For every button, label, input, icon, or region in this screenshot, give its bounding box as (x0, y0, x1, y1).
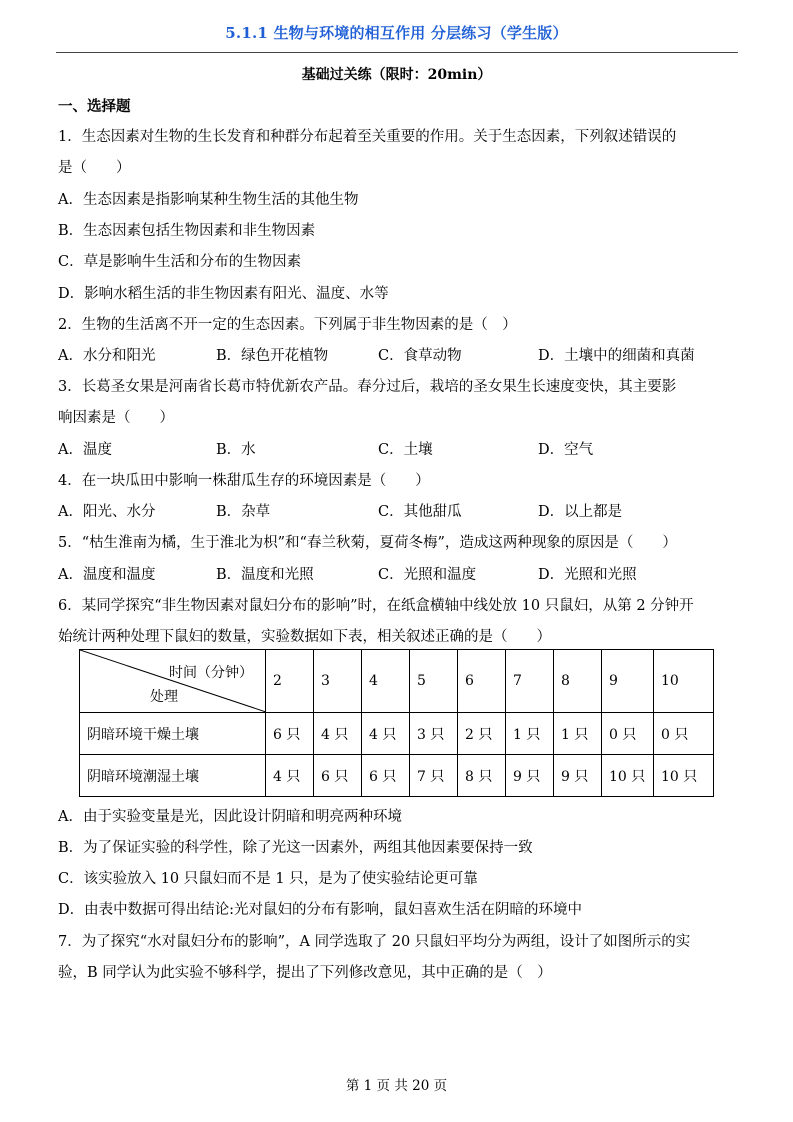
question-5-option-b: B．温度和光照 (216, 567, 314, 583)
question-5-line-1: 5．“枯生淮南为橘，生于淮北为枳”和“春兰秋菊，夏荷冬梅”，造成这两种现象的原因是（ ） (58, 535, 677, 551)
table-cell: 9 只 (554, 755, 602, 797)
table-cell: 9 只 (506, 755, 554, 797)
question-5-option-d: D．光照和光照 (538, 567, 637, 583)
table-cell: 10 只 (602, 755, 654, 797)
table-corner-treatment-label: 处理 (150, 689, 178, 705)
question-4-option-d: D．以上都是 (538, 504, 623, 520)
question-2-option-c: C．食草动物 (378, 348, 462, 364)
header-divider (56, 52, 738, 53)
table-header-cell: 5 (410, 650, 458, 713)
question-6-option-b: B．为了保证实验的科学性，除了光这一因素外，两组其他因素要保持一致 (58, 840, 533, 856)
question-7-line-2: 验，B 同学认为此实验不够科学，提出了下列修改意见，其中正确的是（ ） (58, 965, 552, 981)
table-cell: 1 只 (554, 713, 602, 755)
table-row (80, 755, 714, 797)
question-1-option-a: A．生态因素是指影响某种生物生活的其他生物 (58, 192, 359, 208)
experiment-data-table (79, 649, 714, 797)
table-cell: 0 只 (654, 713, 714, 755)
question-4-option-b: B．杂草 (216, 504, 271, 520)
question-1-line-1: 1．生态因素对生物的生长发育和种群分布起着至关重要的作用。关于生态因素，下列叙述错误的 (58, 129, 677, 145)
table-cell: 0 只 (602, 713, 654, 755)
document-title: 5.1.1 生物与环境的相互作用 分层练习（学生版） (225, 24, 568, 42)
table-cell: 1 只 (506, 713, 554, 755)
table-header-cell: 10 (654, 650, 714, 713)
question-1-option-b: B．生态因素包括生物因素和非生物因素 (58, 223, 316, 239)
question-2-option-d: D．土壤中的细菌和真菌 (538, 348, 695, 364)
question-3-option-b: B．水 (216, 442, 256, 458)
table-cell: 3 只 (410, 713, 458, 755)
table-cell: 6 只 (266, 713, 314, 755)
question-7-line-1: 7．为了探究“水对鼠妇分布的影响”，A 同学选取了 20 只鼠妇平均分为两组，设计了如图所示的实 (58, 934, 691, 950)
question-4-option-c: C．其他甜瓜 (378, 504, 462, 520)
question-4-line-1: 4．在一块瓜田中影响一株甜瓜生存的环境因素是（ ） (58, 473, 430, 489)
question-6-option-d: D．由表中数据可得出结论:光对鼠妇的分布有影响，鼠妇喜欢生活在阴暗的环境中 (58, 902, 583, 918)
table-cell: 6 只 (362, 755, 410, 797)
question-6-option-c: C．该实验放入 10 只鼠妇而不是 1 只，是为了使实验结论更可靠 (58, 871, 478, 887)
question-6-line-1: 6．某同学探究“非生物因素对鼠妇分布的影响”时，在纸盒横轴中线处放 10 只鼠妇，从第 2 分钟开 (58, 598, 694, 614)
table-cell: 8 只 (458, 755, 506, 797)
question-3-option-c: C．土壤 (378, 442, 433, 458)
table-cell: 4 只 (314, 713, 362, 755)
question-2-option-a: A．水分和阳光 (58, 348, 156, 364)
table-header-cell: 7 (506, 650, 554, 713)
question-6-line-2: 始统计两种处理下鼠妇的数量，实验数据如下表，相关叙述正确的是（ ） (58, 629, 551, 645)
question-3-option-d: D．空气 (538, 442, 594, 458)
section-title: 基础过关练（限时：20min） (301, 67, 492, 83)
table-header-row (80, 650, 714, 713)
question-1-line-2: 是（ ） (58, 160, 131, 176)
question-4-option-a: A．阳光、水分 (58, 504, 156, 520)
table-header-cell: 8 (554, 650, 602, 713)
table-header-cell: 3 (314, 650, 362, 713)
table-corner-time-label: 时间（分钟） (169, 665, 253, 681)
table-header-cell: 4 (362, 650, 410, 713)
table-cell: 4 只 (362, 713, 410, 755)
question-6-option-a: A．由于实验变量是光，因此设计阴暗和明亮两种环境 (58, 809, 402, 825)
question-5-option-c: C．光照和温度 (378, 567, 477, 583)
table-cell: 7 只 (410, 755, 458, 797)
table-header-cell: 2 (266, 650, 314, 713)
table-cell: 2 只 (458, 713, 506, 755)
table-row-label: 阴暗环境潮湿土壤 (80, 755, 266, 797)
table-header-cell: 6 (458, 650, 506, 713)
question-2-line-1: 2．生物的生活离不开一定的生态因素。下列属于非生物因素的是（ ） (58, 317, 517, 333)
question-3-line-1: 3．长葛圣女果是河南省长葛市特优新农产品。春分过后，栽培的圣女果生长速度变快，其主要影 (58, 379, 677, 395)
question-type-heading: 一、选择题 (58, 98, 131, 115)
question-1-option-c: C．草是影响牛生活和分布的生物因素 (58, 254, 302, 270)
table-cell: 10 只 (654, 755, 714, 797)
table-cell: 6 只 (314, 755, 362, 797)
table-row-label: 阴暗环境干燥土壤 (80, 713, 266, 755)
page-number-footer: 第 1 页 共 20 页 (345, 1078, 448, 1094)
table-corner-cell (80, 650, 266, 713)
table-header-cell: 9 (602, 650, 654, 713)
question-2-option-b: B．绿色开花植物 (216, 348, 329, 364)
question-1-option-d: D．影响水稻生活的非生物因素有阳光、温度、水等 (58, 286, 389, 302)
question-3-option-a: A．温度 (58, 442, 112, 458)
table-cell: 4 只 (266, 755, 314, 797)
question-5-option-a: A．温度和温度 (58, 567, 156, 583)
question-3-line-2: 响因素是（ ） (58, 410, 174, 426)
table-row (80, 713, 714, 755)
